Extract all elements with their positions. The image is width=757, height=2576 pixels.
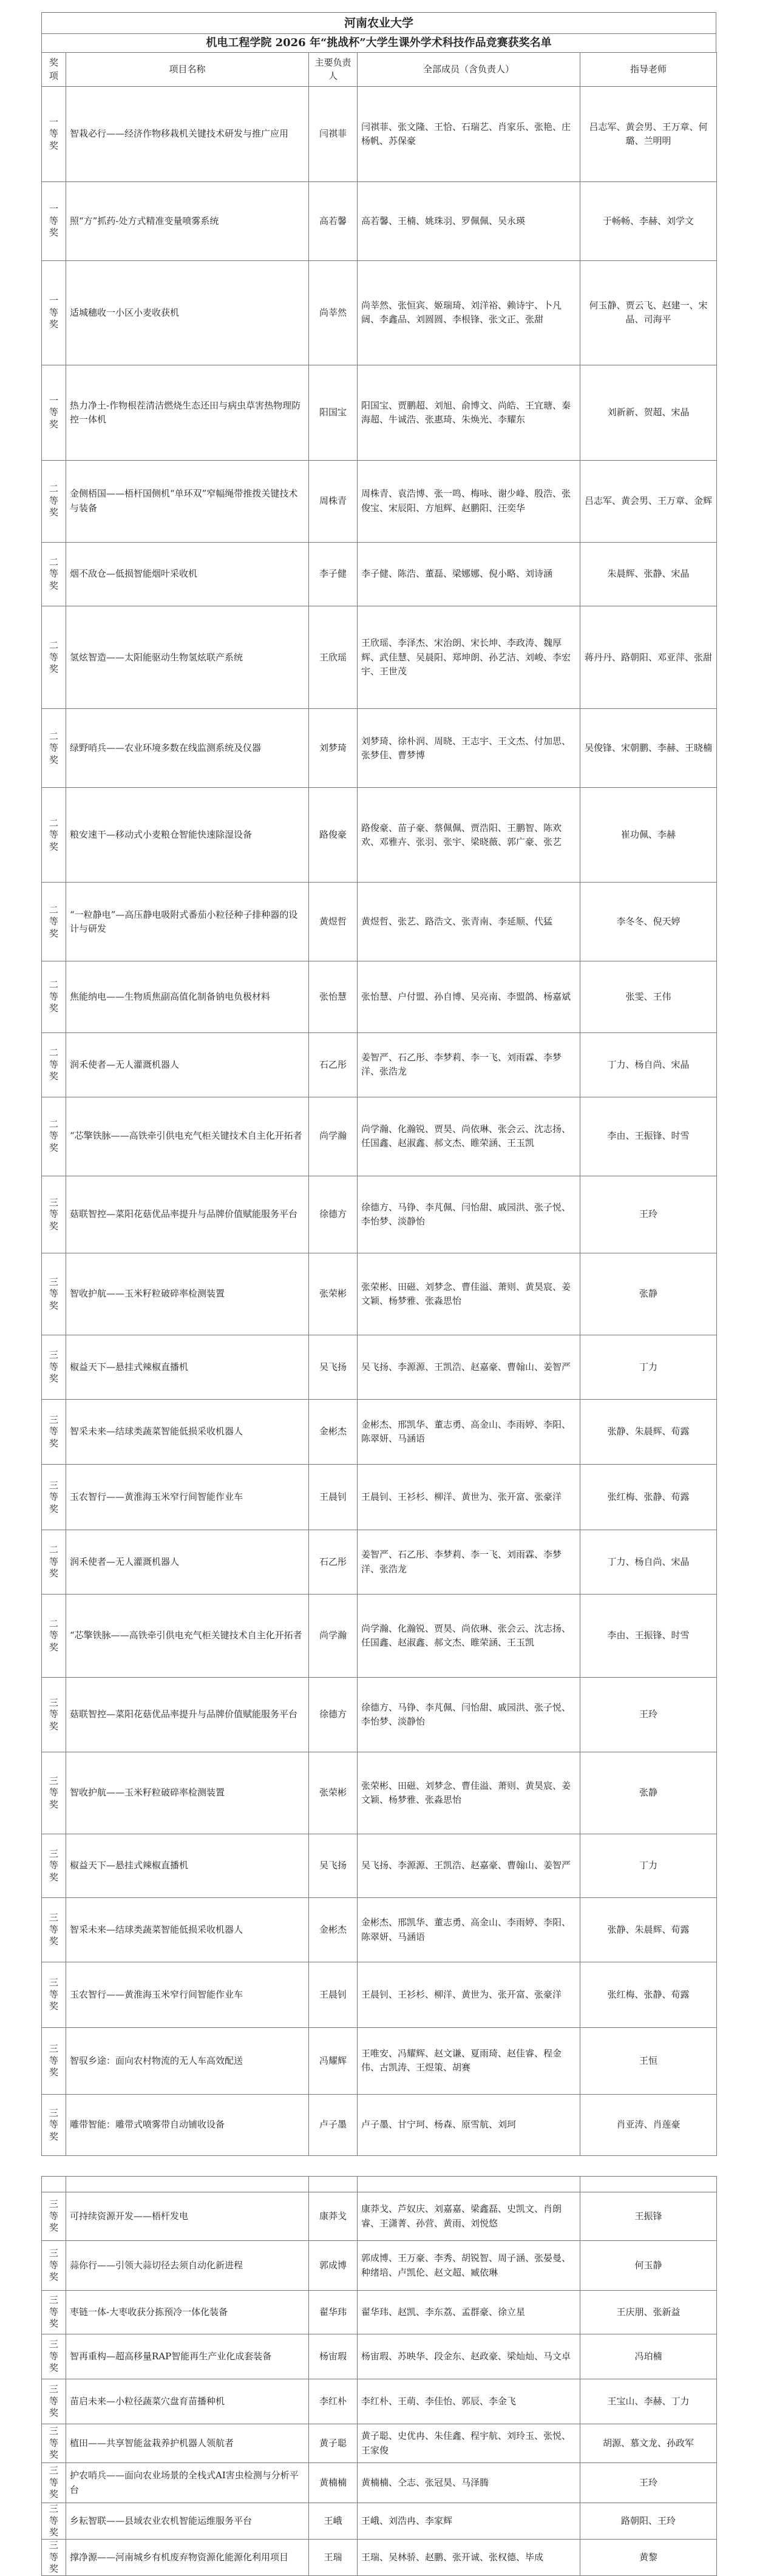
advisor-cell: 王玲 [580,1678,717,1752]
leader-cell: 张荣彬 [309,1752,358,1834]
table-row [42,1176,717,1253]
list-header [41,12,716,52]
award-level: 三等奖 [49,2503,58,2538]
advisor-cell: 张雯、王伟 [580,961,717,1033]
project-name-cell: 护农哨兵——面向农业场景的全栈式AI害虫检测与分析平台 [66,2463,309,2503]
award-level: 三等奖 [49,2107,58,2142]
members-cell: 王晨钊、王衫杉、柳洋、黄世为、张开富、张豪洋 [358,1465,580,1530]
leader-cell: 王瑞 [309,2540,358,2576]
table-row [42,2424,717,2463]
advisor-cell: 冯珀楠 [580,2334,717,2379]
leader-cell: 徐德方 [309,1678,358,1752]
table-row [42,1962,717,2027]
table-row [42,1399,717,1465]
table-row [42,1033,717,1097]
project-name-cell: 智采未来—结球类蔬菜智能低损采收机器人 [66,1898,309,1962]
leader-cell: 李红朴 [309,2379,358,2424]
members-cell: 李红朴、王萌、李佳怡、郭辰、李金飞 [358,2379,580,2424]
members-cell: 王峨、刘浩冉、李家辉 [358,2503,580,2540]
award-table-continued [41,2176,717,2576]
header-level: 奖项 [42,53,66,87]
project-name-cell: 菇联智控—菜阳花菇优品率提升与品牌价值赋能服务平台 [66,1678,309,1752]
leader-cell: 冯耀辉 [309,2027,358,2094]
advisor-cell: 胡源、慕文龙、孙政军 [580,2424,717,2463]
members-cell: 郭成博、王万豪、李秀、胡锐智、周子涵、张晏曼、种绪培、卢凯伦、赵文超、臧依琳 [358,2241,580,2291]
advisor-cell: 吴俊锋、宋朝鹏、李赫、王晓楠 [580,709,717,788]
members-cell: 黄子聪、史优冉、朱佳鑫、程宇航、刘玲玉、张悦、王家俊 [358,2424,580,2463]
award-level: 三等奖 [49,2294,58,2330]
advisor-cell: 张静、朱晨辉、荀露 [580,1898,717,1962]
award-level-cell [42,2241,66,2291]
project-name-cell: “芯擎铁脉——高铁牵引供电充气柜关键技术自主化开拓者 [66,1097,309,1176]
table-row [42,261,717,365]
award-level-cell [42,460,66,542]
leader-cell: 尚莘然 [309,261,358,365]
blank-row [42,2177,717,2192]
advisor-cell: 王庆朋、张新益 [580,2291,717,2334]
table-row [42,1530,717,1594]
award-level-cell [42,2027,66,2094]
award-level-cell [42,2503,66,2540]
award-level-cell [42,2291,66,2334]
leader-cell: 尚学瀚 [309,1594,358,1677]
project-name-cell: 润禾使者—无人灌溉机器人 [66,1530,309,1594]
header-advisor: 指导老师 [580,53,717,87]
advisor-cell: 吕志军、黄会男、王万章、何璐、兰明明 [580,87,717,182]
award-level: 三等奖 [49,1196,58,1232]
award-level: 三等奖 [49,1775,58,1810]
project-name-cell: 枣链一体-大枣收获分拣预冷一体化装备 [66,2291,309,2334]
award-level: 三等奖 [49,1414,58,1449]
award-level: 二等奖 [49,817,58,852]
members-cell: 吴飞扬、李源源、王凯浩、赵嘉豪、曹翰山、姜智严 [358,1335,580,1399]
award-level-cell [42,182,66,261]
members-cell: 翟华玮、赵凯、李东荔、孟群豪、徐立星 [358,2291,580,2334]
table-row [42,2379,717,2424]
award-level-cell [42,1335,66,1399]
project-name-cell: 适城穗收一小区小麦收获机 [66,261,309,365]
advisor-cell: 崔功佩、李赫 [580,788,717,883]
award-level: 三等奖 [49,2339,58,2374]
leader-cell: 康莽戈 [309,2192,358,2241]
members-cell: 杨宙瑕、苏映华、段金东、赵政豪、梁灿灿、马文卓 [358,2334,580,2379]
advisor-cell: 何玉静、贾云飞、赵建一、宋晶、司海平 [580,261,717,365]
award-level: 一等奖 [49,395,58,430]
award-level-cell [42,2424,66,2463]
members-cell: 金彬杰、邢凯华、董志勇、高金山、李雨婷、李阳、陈翠妍、马涵语 [358,1898,580,1962]
award-level: 三等奖 [49,2198,58,2234]
advisor-cell: 丁力 [580,1834,717,1897]
members-cell: 金彬杰、邢凯华、董志勇、高金山、李雨婷、李阳、陈翠妍、马涵语 [358,1399,580,1465]
project-name-cell: 乡耘智联——县域农业农机智能运维服务平台 [66,2503,309,2540]
award-level-cell [42,2379,66,2424]
project-name-cell: 玉农智行——黄淮海玉米窄行间智能作业车 [66,1962,309,2027]
leader-cell: 石乙彤 [309,1530,358,1594]
project-name-cell: 烟不敌仓—低损智能烟叶采收机 [66,542,309,606]
award-level-cell [42,1834,66,1897]
leader-cell: 郭成博 [309,2241,358,2291]
leader-cell: 翟华玮 [309,2291,358,2334]
advisor-cell: 王宝山、李赫、丁力 [580,2379,717,2424]
leader-cell: 杨宙瑕 [309,2334,358,2379]
award-level: 二等奖 [49,1544,58,1579]
members-cell: 姜智严、石乙彤、李梦莉、李一飞、刘雨霖、李梦洋、张浩龙 [358,1033,580,1097]
award-level-cell [42,261,66,365]
table-row [42,606,717,709]
project-name-cell: “一粒静电”—高压静电吸附式番茄小粒径种子排种器的设计与研发 [66,883,309,961]
members-cell: 张怡慧、户付盟、孙自博、吴亮南、李盟鸽、杨嘉斌 [358,961,580,1033]
award-level-cell [42,2095,66,2156]
award-level: 二等奖 [49,979,58,1014]
header-leader: 主要负责人 [309,53,358,87]
award-level: 三等奖 [49,2248,58,2283]
table-row [42,2334,717,2379]
leader-cell: 吴飞扬 [309,1335,358,1399]
advisor-cell: 张红梅、张静、荀露 [580,1465,717,1530]
members-cell: 张荣彬、田磁、刘梦念、曹佳溢、萧则、黄昊宸、姜文颖、杨梦雅、张淼思怡 [358,1752,580,1834]
members-cell: 路俊豪、苗子豪、蔡佩佩、贾浩阳、王鹏智、陈欢欢、邓雅卉、张羽、张宇、梁晓薇、郭广豪、张艺 [358,788,580,883]
award-level: 二等奖 [49,556,58,591]
award-level-cell [42,1399,66,1465]
award-level-cell [42,1253,66,1335]
leader-cell: 黄子聪 [309,2424,358,2463]
award-level-cell [42,1465,66,1530]
university-name: 河南农业大学 [42,13,716,34]
leader-cell: 王晨钊 [309,1962,358,2027]
table-row [42,2503,717,2540]
leader-cell: 周株青 [309,460,358,542]
members-cell: 刘梦琦、徐朴润、周晓、王志宇、王文杰、付加思、张梦佳、曹梦博 [358,709,580,788]
advisor-cell: 朱晨辉、张静、宋晶 [580,542,717,606]
advisor-cell: 蒋丹丹、路朝阳、邓亚萍、张甜 [580,606,717,709]
table-row [42,883,717,961]
award-level: 三等奖 [49,2384,58,2419]
award-level-cell [42,1962,66,2027]
award-level-cell [42,1678,66,1752]
project-name-cell: 椒益天下—悬挂式辣椒直播机 [66,1335,309,1399]
advisor-cell: 王玲 [580,2463,717,2503]
project-name-cell: 智栽必行——经济作物移栽机关键技术研发与推广应用 [66,87,309,182]
advisor-cell: 王恒 [580,2027,717,2094]
table-row [42,2463,717,2503]
table-row [42,1594,717,1677]
award-level-cell [42,2334,66,2379]
table-row [42,87,717,182]
members-cell: 阳国宝、贾鹏超、刘旭、俞博文、尚皓、王宜瑭、秦海超、牛诚浩、张惠琦、朱焕光、李耀东 [358,365,580,460]
award-level-cell [42,2192,66,2241]
table-row [42,709,717,788]
award-level: 三等奖 [49,1848,58,1883]
members-cell: 姜智严、石乙彤、李梦莉、李一飞、刘雨霖、李梦洋、张浩龙 [358,1530,580,1594]
award-level: 一等奖 [49,203,58,239]
advisor-cell: 李由、王振锋、时雪 [580,1097,717,1176]
award-level-cell [42,1033,66,1097]
table-row [42,2291,717,2334]
table-row [42,961,717,1033]
table-row [42,1752,717,1834]
project-name-cell: 蒜你行——引领大蒜切径去须自动化新进程 [66,2241,309,2291]
members-cell: 吴飞扬、李源源、王凯浩、赵嘉豪、曹翰山、姜智严 [358,1834,580,1897]
project-name-cell: 智驭乡途：面向农村物流的无人车高效配送 [66,2027,309,2094]
award-level: 二等奖 [49,483,58,518]
project-name-cell: 粮安速干—移动式小麦粮仓智能快速除湿设备 [66,788,309,883]
members-cell: 黄楠楠、仝志、张冠昊、马泽腾 [358,2463,580,2503]
table-row [42,1335,717,1399]
table-header-row [42,53,717,87]
members-cell: 尚学瀚、化瀚锐、贾昊、尚依琳、张会云、沈志扬、任国鑫、赵淑鑫、郝文杰、睢荣涵、王玉凯 [358,1594,580,1677]
table-row [42,2241,717,2291]
advisor-cell: 王振锋 [580,2192,717,2241]
advisor-cell: 于畅畅、李赫、刘学文 [580,182,717,261]
leader-cell: 王欣瑶 [309,606,358,709]
award-level: 三等奖 [49,1349,58,1384]
project-name-cell: 焦能纳电——生物质焦副高值化制备钠电负极材料 [66,961,309,1033]
advisor-cell: 张静 [580,1253,717,1335]
members-cell: 康莽戈、芦奴庆、刘嘉嘉、梁鑫磊、史凯文、肖朗睿、王潇菁、孙营、黄雨、刘悦悠 [358,2192,580,2241]
table-row [42,2192,717,2241]
advisor-cell: 路朝阳、王玲 [580,2503,717,2540]
project-name-cell: 可持续资源开发——梧杆发电 [66,2192,309,2241]
table-row [42,2027,717,2094]
advisor-cell: 黄黎 [580,2540,717,2576]
project-name-cell: 撑净源——河南城乡有机废弃物资源化能源化利用项目 [66,2540,309,2576]
award-level: 三等奖 [49,1977,58,2012]
project-name-cell: 金侧梧国——梧杆国侧机“单环双”窄幅绳带推拨关键技术与装备 [66,460,309,542]
table-row [42,542,717,606]
members-cell: 王唯安、冯耀辉、赵文谦、夏雨琦、赵佳睿、程金伟、古凯涛、王煜策、胡赛 [358,2027,580,2094]
award-level-cell [42,2463,66,2503]
project-name-cell: 热力净土-作物根茬清洁燃烧生态还田与病虫草害热物理防控一体机 [66,365,309,460]
leader-cell: 石乙彤 [309,1033,358,1097]
award-level-cell [42,365,66,460]
advisor-cell: 吕志军、黄会男、王万章、金辉 [580,460,717,542]
leader-cell: 闫祺菲 [309,87,358,182]
header-project: 项目名称 [66,53,309,87]
members-cell: 高若馨、王楠、姚珠羽、罗佩佩、吴永瑛 [358,182,580,261]
project-name-cell: 润禾使者—无人灌溉机器人 [66,1033,309,1097]
award-level-cell [42,1530,66,1594]
table-row [42,1465,717,1530]
table-row [42,182,717,261]
leader-cell: 黄煜哲 [309,883,358,961]
advisor-cell: 张静、朱晨辉、荀露 [580,1399,717,1465]
award-level-cell [42,883,66,961]
award-level: 二等奖 [49,1047,58,1082]
award-level: 三等奖 [49,2425,58,2461]
award-level: 三等奖 [49,2465,58,2500]
leader-cell: 徐德方 [309,1176,358,1253]
advisor-cell: 李由、王振锋、时雪 [580,1594,717,1677]
members-cell: 王欣瑶、李泽杰、宋治朗、宋长坤、李政涛、魏厚辉、武佳慧、吴晨阳、郑坤朗、孙艺洁、刘峻、李宏宇、王世茂 [358,606,580,709]
advisor-cell: 丁力、杨自尚、宋晶 [580,1530,717,1594]
members-cell: 李子健、陈浩、董磊、梁娜娜、倪小略、刘诗涵 [358,542,580,606]
project-name-cell: 绿野哨兵——农业环境多数在线监测系统及仪器 [66,709,309,788]
advisor-cell: 张静 [580,1752,717,1834]
award-level: 二等奖 [49,904,58,939]
members-cell: 周株青、袁浩博、张一鸣、梅咏、谢少峰、殷浩、张俊宝、宋辰阳、方旭辉、赵鹏阳、汪奕华 [358,460,580,542]
project-name-cell: 智采未来—结球类蔬菜智能低损采收机器人 [66,1399,309,1465]
award-level-cell [42,87,66,182]
project-name-cell: 智收护航——玉米籽粒破碎率检测装置 [66,1752,309,1834]
award-table [41,52,717,2156]
leader-cell: 刘梦琦 [309,709,358,788]
project-name-cell: 智再重构—超高移量RAP智能再生产业化成套装备 [66,2334,309,2379]
advisor-cell: 王玲 [580,1176,717,1253]
leader-cell: 尚学瀚 [309,1097,358,1176]
award-level: 三等奖 [49,1912,58,1947]
members-cell: 徐德方、马铮、李芃佩、闫怡甜、戚园洪、张子悦、李怡梦、淡静怡 [358,1678,580,1752]
award-level-cell [42,542,66,606]
project-name-cell: 苗启未来—小粒径蔬菜穴盘育苗播种机 [66,2379,309,2424]
award-level: 三等奖 [49,2043,58,2078]
advisor-cell: 丁力 [580,1335,717,1399]
award-level-cell [42,1898,66,1962]
project-name-cell: 照“方”抓药-处方式精准变量喷雾系统 [66,182,309,261]
advisor-cell: 刘新新、贺超、宋晶 [580,365,717,460]
award-list-sheet-continued [41,2176,716,2574]
header-members: 全部成员（含负责人） [358,53,580,87]
award-level-cell [42,961,66,1033]
leader-cell: 阳国宝 [309,365,358,460]
leader-cell: 金彬杰 [309,1898,358,1962]
award-level: 二等奖 [49,640,58,675]
leader-cell: 王峨 [309,2503,358,2540]
leader-cell: 李子健 [309,542,358,606]
members-cell: 徐德方、马铮、李芃佩、闫怡甜、戚园洪、张子悦、李怡梦、淡静怡 [358,1176,580,1253]
leader-cell: 路俊豪 [309,788,358,883]
award-level-cell [42,1176,66,1253]
advisor-cell: 张红梅、张静、荀露 [580,1962,717,2027]
award-level: 二等奖 [49,1118,58,1153]
advisor-cell: 丁力、杨自尚、宋晶 [580,1033,717,1097]
leader-cell: 金彬杰 [309,1399,358,1465]
table-row [42,1834,717,1897]
leader-cell: 吴飞扬 [309,1834,358,1897]
project-name-cell: 氢炫智造——太阳能驱动生物氢炫联产系统 [66,606,309,709]
table-row [42,1253,717,1335]
project-name-cell: “芯擎铁脉——高铁牵引供电充气柜关键技术自主化开拓者 [66,1594,309,1677]
award-level-cell [42,788,66,883]
leader-cell: 卢子墨 [309,2095,358,2156]
award-level: 一等奖 [49,116,58,151]
members-cell: 王晨钊、王衫杉、柳洋、黄世为、张开富、张豪洋 [358,1962,580,2027]
project-name-cell: 雕带智能：雕带式喷雾带自动铺收设备 [66,2095,309,2156]
award-level-cell [42,1594,66,1677]
award-level: 二等奖 [49,730,58,765]
advisor-cell: 肖亚涛、肖莲豪 [580,2095,717,2156]
award-level: 三等奖 [49,1276,58,1311]
award-level: 三等奖 [49,2540,58,2574]
leader-cell: 高若馨 [309,182,358,261]
list-title: 机电工程学院 2026 年“挑战杯”大学生课外学术科技作品竞赛获奖名单 [206,36,552,49]
project-name-cell: 玉农智行——黄淮海玉米窄行间智能作业车 [66,1465,309,1530]
table-row [42,1678,717,1752]
leader-cell: 张荣彬 [309,1253,358,1335]
table-row [42,365,717,460]
members-cell: 尚学瀚、化瀚锐、贾昊、尚依琳、张会云、沈志扬、任国鑫、赵淑鑫、郝文杰、睢荣涵、王玉凯 [358,1097,580,1176]
project-name-cell: 菇联智控—菜阳花菇优品率提升与品牌价值赋能服务平台 [66,1176,309,1253]
leader-cell: 王晨钊 [309,1465,358,1530]
award-level: 三等奖 [49,1696,58,1732]
award-level-cell [42,1752,66,1834]
table-row [42,1898,717,1962]
members-cell: 卢子墨、甘宁珂、杨森、原雪航、刘珂 [358,2095,580,2156]
table-row [42,1097,717,1176]
table-row [42,788,717,883]
members-cell: 王瑞、吴林骄、赵鹏、张开诚、张权德、毕成 [358,2540,580,2576]
leader-cell: 黄楠楠 [309,2463,358,2503]
advisor-cell: 何玉静 [580,2241,717,2291]
award-level-cell [42,1097,66,1176]
project-name-cell: 椒益天下—悬挂式辣椒直播机 [66,1834,309,1897]
award-level-cell [42,2540,66,2576]
table-body [42,87,717,2156]
award-level-cell [42,709,66,788]
members-cell: 闫祺菲、张文隆、王恰、石瑞艺、肖家乐、张艳、庄杨帆、苏保豪 [358,87,580,182]
award-level: 一等奖 [49,295,58,330]
members-cell: 黄煜哲、张艺、路浩文、张青南、李延顺、代猛 [358,883,580,961]
table-row [42,2540,717,2576]
project-name-cell: 植田——共享智能盆栽养护机器人领航者 [66,2424,309,2463]
members-cell: 张荣彬、田磁、刘梦念、曹佳溢、萧则、黄昊宸、姜文颖、杨梦雅、张淼思怡 [358,1253,580,1335]
award-list-sheet [41,12,716,2155]
award-level: 二等奖 [49,1618,58,1653]
award-level-cell [42,606,66,709]
leader-cell: 张怡慧 [309,961,358,1033]
table-row [42,460,717,542]
members-cell: 尚莘然、张恒宾、姬瑞琦、刘洋裕、赖诗宇、卜凡阔、李鑫品、刘圆圆、李根锋、张文正、张甜 [358,261,580,365]
advisor-cell: 李冬冬、倪天婷 [580,883,717,961]
table-row [42,2095,717,2156]
project-name-cell: 智收护航——玉米籽粒破碎率检测装置 [66,1253,309,1335]
table-body-continued [42,2177,717,2576]
award-level: 三等奖 [49,1479,58,1514]
